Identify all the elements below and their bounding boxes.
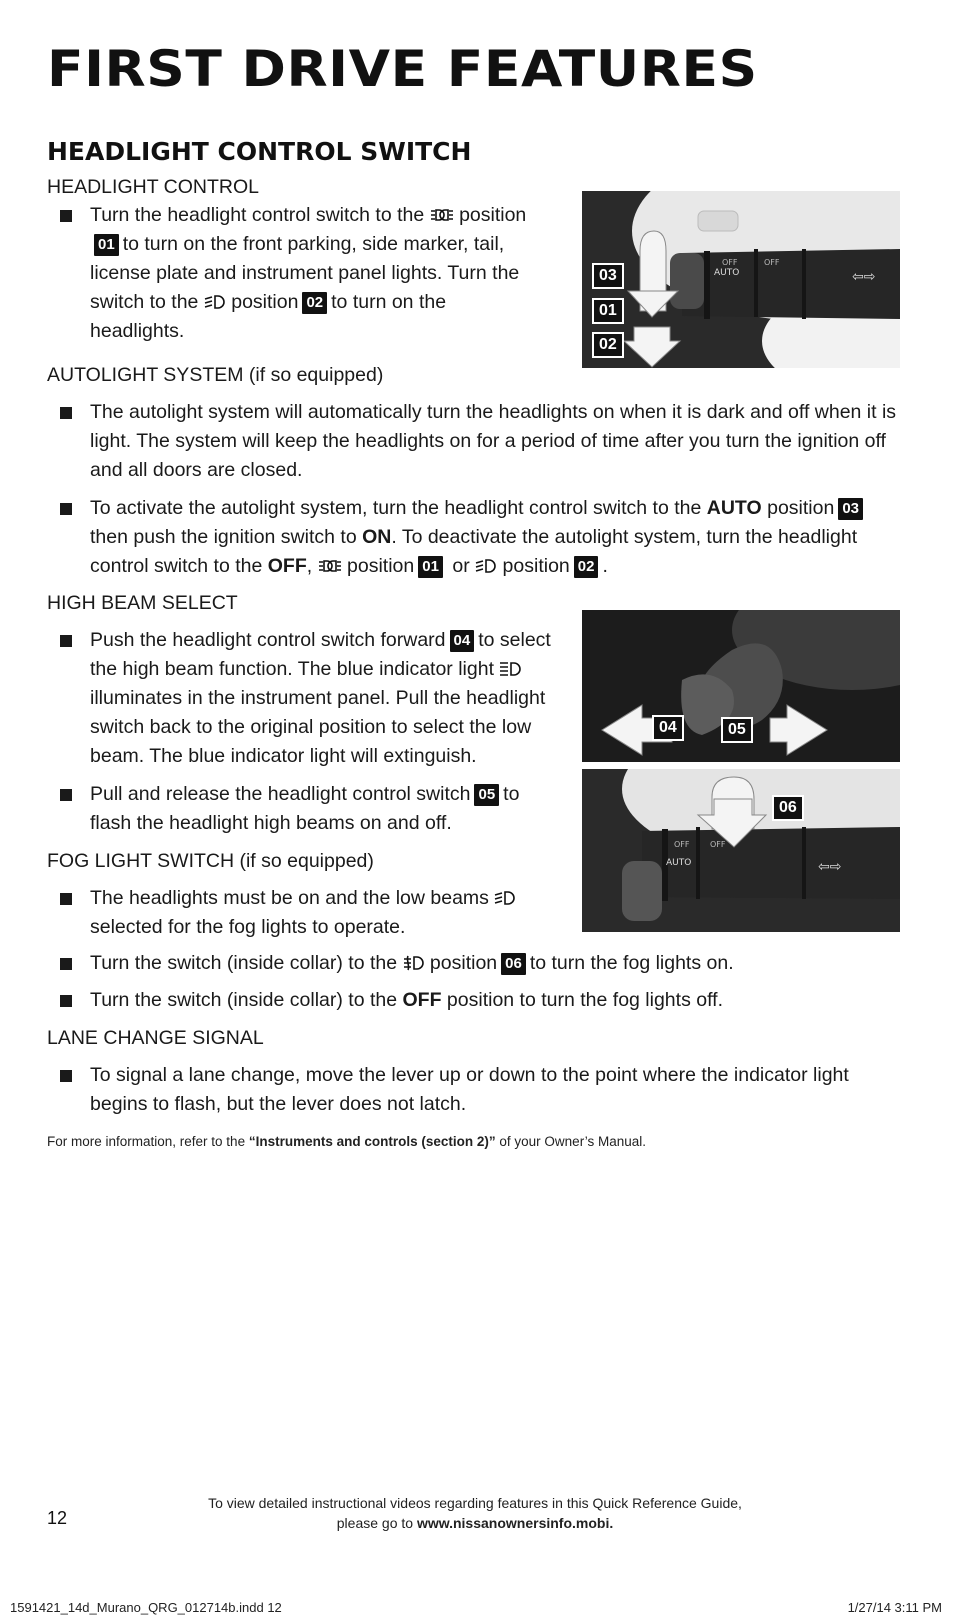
bullet-square — [60, 893, 72, 905]
section-title: HEADLIGHT CONTROL SWITCH — [47, 137, 472, 166]
print-timestamp: 1/27/14 3:11 PM — [847, 1600, 942, 1615]
parking-light-icon — [318, 558, 342, 574]
list-item: Turn the switch (inside collar) to the position 06 to turn the fog lights on. — [90, 949, 900, 978]
bullet-square — [60, 210, 72, 222]
position-badge: 01 — [94, 234, 119, 256]
position-badge: 02 — [302, 292, 327, 314]
fog-heading: FOG LIGHT SWITCH (if so equipped) — [47, 850, 374, 872]
bullet-square — [60, 1070, 72, 1082]
stalk-illustration — [582, 191, 900, 368]
bullet-square — [60, 958, 72, 970]
autolight-heading: AUTOLIGHT SYSTEM (if so equipped) — [47, 364, 384, 386]
stalk-off-label: OFF — [764, 258, 780, 267]
high-beam-icon — [499, 661, 521, 677]
list-item: Turn the headlight control switch to the position01 to turn on the front parking, side marker, tail, license plate and instrument panel lights. Turn the switch to the position 02 to turn on the headlights. — [90, 201, 530, 346]
photo-label-01: 01 — [592, 298, 624, 324]
bullet-square — [60, 995, 72, 1007]
low-beam-icon — [475, 558, 497, 574]
page-title: FIRST DRIVE FEATURES — [47, 40, 758, 98]
photo-label-02: 02 — [592, 332, 624, 358]
list-item: The autolight system will automatically turn the headlights on when it is dark and off when it is light. The system will keep the headlights on for a period of time after you turn the ignition off and all doors are closed. — [90, 398, 900, 485]
more-info-note: For more information, refer to the “Instruments and controls (section 2)” of your Owner’s Manual. — [47, 1134, 646, 1149]
photo-label-05: 05 — [721, 717, 753, 743]
position-badge: 06 — [501, 953, 526, 975]
stalk-off-label: OFF — [722, 258, 738, 267]
lane-heading: LANE CHANGE SIGNAL — [47, 1027, 264, 1049]
owners-info-link[interactable]: www.nissanownersinfo.mobi. — [416, 1515, 614, 1531]
photo-label-03: 03 — [592, 263, 624, 289]
photo-label-06: 06 — [772, 795, 804, 821]
position-badge: 05 — [474, 784, 499, 806]
headlight-control-heading: HEADLIGHT CONTROL — [47, 176, 260, 198]
stalk-off-label: OFF — [710, 840, 726, 849]
turn-arrows-icon: ⇦⇨ — [818, 859, 842, 875]
stalk-auto-label: AUTO — [714, 268, 740, 278]
list-item: Push the headlight control switch forward 04 to select the high beam function. The blue indicator light illuminates in the instrument panel. Pull the headlight switch back to the original position to select the low beam. The blue indicator light will extinguish. — [90, 626, 560, 771]
list-item: Turn the switch (inside collar) to the OFF position to turn the fog lights off. — [90, 986, 900, 1015]
file-slug: 1591421_14d_Murano_QRG_012714b.indd 12 — [10, 1600, 282, 1615]
position-badge: 04 — [450, 630, 475, 652]
fog-light-photo — [582, 769, 900, 932]
headlight-switch-photo — [582, 191, 900, 368]
stalk-illustration — [582, 769, 900, 932]
position-badge: 03 — [838, 498, 863, 520]
turn-arrows-icon: ⇦⇨ — [852, 269, 876, 285]
high-beam-heading: HIGH BEAM SELECT — [47, 592, 238, 614]
stalk-auto-label: AUTO — [666, 858, 692, 868]
bullet-square — [60, 407, 72, 419]
fog-light-icon — [403, 955, 425, 971]
position-badge: 01 — [418, 556, 443, 578]
bullet-square — [60, 635, 72, 647]
list-item: Pull and release the headlight control switch 05 to flash the headlight high beams on and off. — [90, 780, 560, 838]
footer-note: To view detailed instructional videos regarding features in this Quick Reference Guide, please go to www.nissanownersinfo.mobi. — [208, 1495, 742, 1531]
list-item: To signal a lane change, move the lever up or down to the point where the indicator light begins to flash, but the lever does not latch. — [90, 1061, 900, 1119]
high-beam-photo — [582, 610, 900, 762]
photo-label-04: 04 — [652, 715, 684, 741]
list-item: To activate the autolight system, turn the headlight control switch to the AUTO position 03 then push the ignition switch to ON. To deactivate the autolight system, turn the headlight control switch to the OFF, position 01 or position 02 . — [90, 494, 900, 581]
parking-light-icon — [430, 207, 454, 223]
bullet-square — [60, 503, 72, 515]
low-beam-icon — [204, 294, 226, 310]
list-item: The headlights must be on and the low beams selected for the fog lights to operate. — [90, 884, 560, 942]
bullet-square — [60, 789, 72, 801]
page-number: 12 — [47, 1508, 68, 1528]
position-badge: 02 — [574, 556, 599, 578]
stalk-off-label: OFF — [674, 840, 690, 849]
low-beam-icon — [494, 890, 516, 906]
